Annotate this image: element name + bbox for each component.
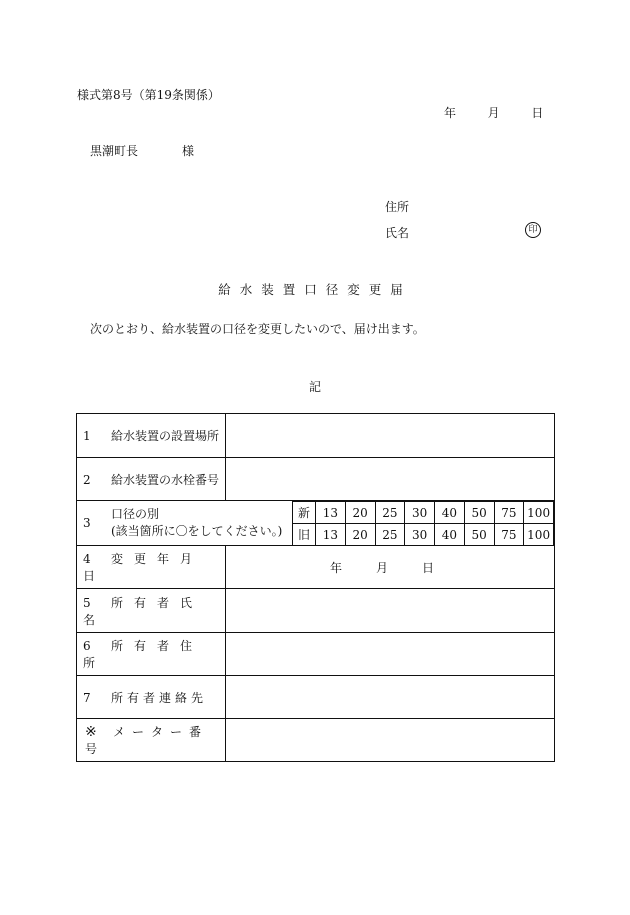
document-title: 給水装置口径変更届 [218, 282, 412, 297]
owner-name-field[interactable] [226, 589, 555, 633]
caliber-option[interactable]: 100 [524, 524, 554, 546]
table-row [77, 546, 555, 589]
table-row [77, 458, 555, 501]
old-label: 旧 [293, 524, 316, 546]
installation-location-field[interactable] [226, 414, 555, 458]
row-label: 1 給水装置の設置場所 [77, 414, 226, 458]
row-label: 7 所有者連絡先 [77, 676, 226, 719]
faucet-number-field[interactable] [226, 458, 555, 501]
seal-mark: 印 [525, 222, 541, 238]
caliber-option[interactable]: 30 [405, 524, 435, 546]
date-month: 月 [487, 106, 500, 120]
new-label: 新 [293, 502, 316, 524]
form-table [76, 413, 555, 762]
owner-address-field[interactable] [226, 633, 555, 676]
table-row [77, 414, 555, 458]
caliber-option[interactable]: 75 [494, 524, 524, 546]
submission-date [444, 104, 543, 121]
owner-contact-field[interactable] [226, 676, 555, 719]
meter-number-field[interactable] [226, 719, 555, 762]
addressee [90, 142, 194, 159]
caliber-option[interactable]: 20 [345, 502, 375, 524]
date-year: 年 [444, 106, 457, 120]
row-label: ※ メーター番号 [77, 719, 226, 762]
table-row [77, 719, 555, 762]
form-number: 様式第8号（第19条関係） [77, 88, 220, 102]
table-row [77, 589, 555, 633]
caliber-options [293, 501, 555, 546]
name-label: 氏名 [385, 226, 410, 240]
caliber-option[interactable]: 25 [375, 502, 405, 524]
caliber-option[interactable]: 30 [405, 502, 435, 524]
caliber-option[interactable]: 50 [464, 502, 494, 524]
address-label: 住所 [385, 200, 410, 214]
row-label: 3 口径の別 (該当箇所に〇をしてください。) [77, 501, 293, 546]
caliber-option[interactable]: 40 [435, 524, 465, 546]
row-label: 2 給水装置の水栓番号 [77, 458, 226, 501]
caliber-option[interactable]: 20 [345, 524, 375, 546]
row-label: 6 所有者住所 [77, 633, 226, 676]
body-text: 次のとおり、給水装置の口径を変更したいので、届け出ます。 [90, 322, 425, 336]
table-row [77, 501, 555, 546]
table-row [77, 676, 555, 719]
ki-heading: 記 [308, 380, 321, 394]
caliber-option[interactable]: 75 [494, 502, 524, 524]
addressee-suffix: 様 [182, 144, 195, 158]
caliber-option[interactable]: 13 [316, 524, 346, 546]
row-label: 5 所有者氏名 [77, 589, 226, 633]
caliber-option[interactable]: 100 [524, 502, 554, 524]
row-label: 4 変更年月日 [77, 546, 226, 589]
change-date-field[interactable]: 年 月 日 [226, 546, 555, 589]
caliber-option[interactable]: 13 [316, 502, 346, 524]
date-day: 日 [531, 106, 544, 120]
caliber-option[interactable]: 50 [464, 524, 494, 546]
caliber-option[interactable]: 40 [435, 502, 465, 524]
caliber-option[interactable]: 25 [375, 524, 405, 546]
addressee-name: 黒潮町長 [90, 144, 139, 158]
table-row [77, 633, 555, 676]
